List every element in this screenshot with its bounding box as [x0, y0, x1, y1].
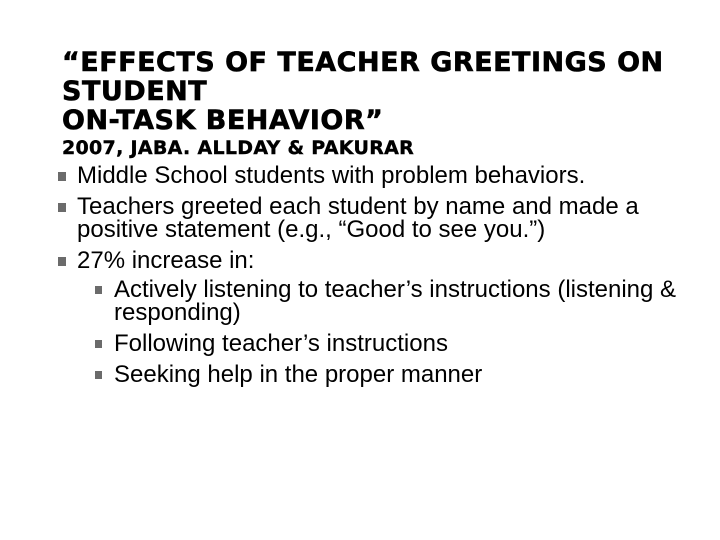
title-line-2: STUDENT	[62, 76, 208, 107]
square-bullet-icon	[58, 203, 66, 212]
square-bullet-icon	[58, 172, 66, 181]
square-bullet-icon	[58, 257, 66, 266]
square-bullet-icon	[95, 371, 102, 379]
citation: 2007, JABA. ALLDAY & PAKURAR	[62, 137, 415, 159]
sub-bullet-item	[95, 278, 698, 324]
title-line-1: “EFFECTS OF TEACHER GREETINGS ON	[62, 47, 664, 78]
title-line-3: ON-TASK BEHAVIOR”	[62, 105, 384, 136]
bullet-text: Teachers greeted each student by name and made a positive statement (e.g., “Good to see you.”)	[77, 193, 639, 243]
slide-title	[62, 48, 702, 159]
bullet-text: Middle School students with problem behaviors.	[77, 162, 586, 189]
bullet-text: 27% increase in:	[77, 247, 255, 274]
bullet-item	[58, 195, 698, 241]
sub-bullet-item	[95, 332, 698, 355]
bullet-item	[58, 249, 698, 386]
bullet-list	[58, 164, 698, 394]
sub-bullet-text: Following teacher’s instructions	[114, 330, 448, 357]
bullet-item	[58, 164, 698, 187]
square-bullet-icon	[95, 286, 102, 294]
sub-bullet-item	[95, 363, 698, 386]
sub-bullet-text: Seeking help in the proper manner	[114, 361, 483, 388]
sub-bullet-list	[77, 278, 698, 386]
sub-bullet-text: Actively listening to teacher’s instructions (listening & responding)	[114, 276, 677, 326]
square-bullet-icon	[95, 340, 102, 348]
